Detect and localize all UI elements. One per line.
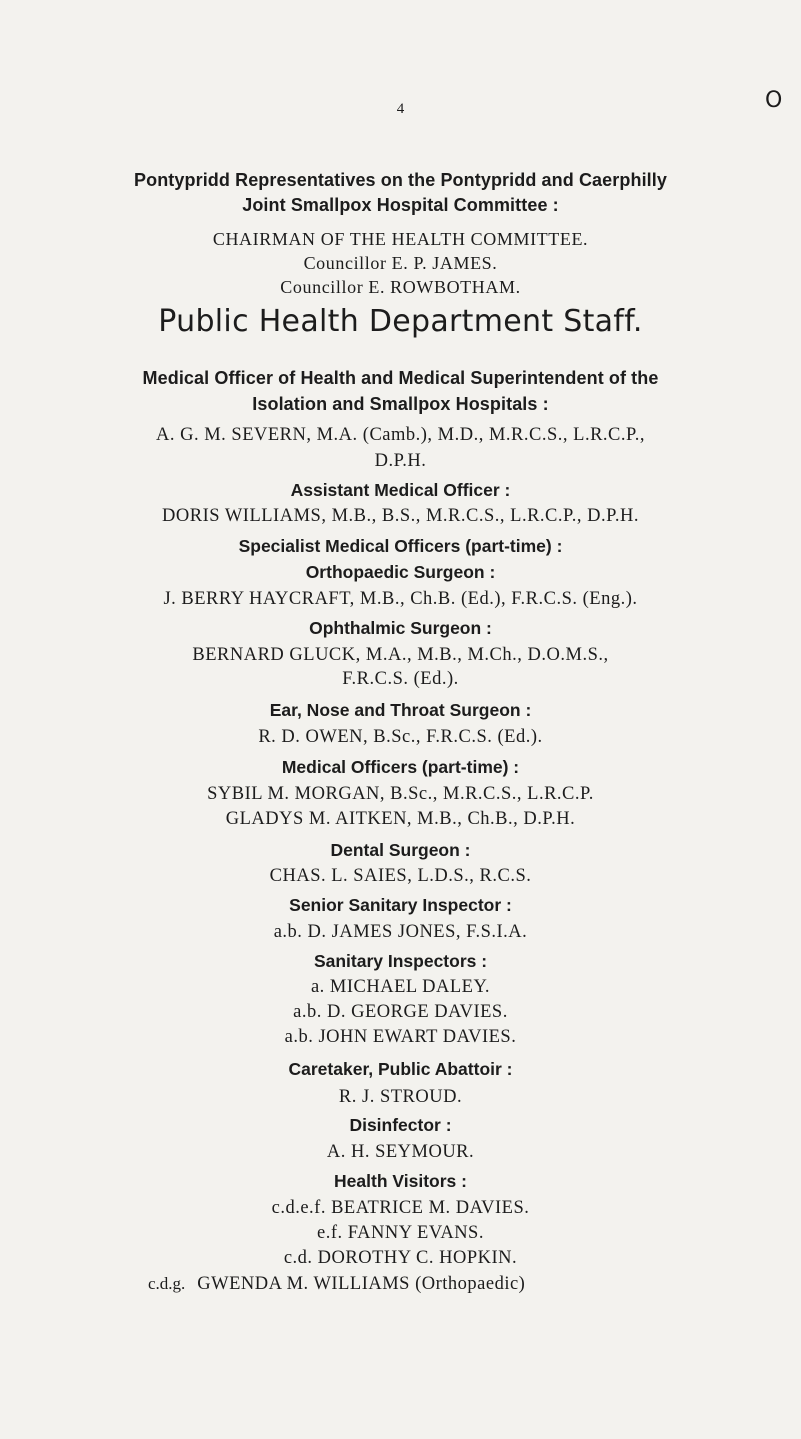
assistant-mo-name: DORIS WILLIAMS, M.B., B.S., M.R.C.S., L.R.C.P., D.P.H. xyxy=(162,506,639,526)
health-visitor-beatrice-davies: c.d.e.f. BEATRICE M. DAVIES. xyxy=(271,1198,530,1218)
sanitary-inspector-daley: a. MICHAEL DALEY. xyxy=(310,977,491,997)
moh-label-line-1: Medical Officer of Health and Medical Superintendent of the xyxy=(142,368,659,388)
moh-label-line-2: Isolation and Smallpox Hospitals : xyxy=(252,394,549,414)
sanitary-inspector-george-davies: a.b. D. GEORGE DAVIES. xyxy=(293,1002,508,1022)
page-number: 4 xyxy=(396,101,405,117)
ophthalmic-label: Ophthalmic Surgeon : xyxy=(309,618,492,638)
specialist-mo-label: Specialist Medical Officers (part-time) : xyxy=(238,536,563,556)
caretaker-name: R. J. STROUD. xyxy=(338,1087,463,1107)
dental-surgeon-name: CHAS. L. SAIES, L.D.S., R.C.S. xyxy=(269,866,532,886)
senior-sanitary-inspector-label: Senior Sanitary Inspector : xyxy=(289,895,512,915)
health-visitors-label: Health Visitors : xyxy=(334,1171,467,1191)
medical-officers-label: Medical Officers (part-time) : xyxy=(281,757,520,777)
title-line-1: Pontypridd Representatives on the Pontypridd and Caerphilly xyxy=(134,170,667,190)
medical-officer-aitken: GLADYS M. AITKEN, M.B., Ch.B., D.P.H. xyxy=(225,809,576,829)
councillor-rowbotham: Councillor E. ROWBOTHAM. xyxy=(280,277,521,297)
medical-officer-morgan: SYBIL M. MORGAN, B.Sc., M.R.C.S., L.R.C.P. xyxy=(207,784,594,804)
department-title: Public Health Department Staff. xyxy=(158,304,643,339)
chairman-heading: CHAIRMAN OF THE HEALTH COMMITTEE. xyxy=(212,229,589,249)
senior-sanitary-inspector-name: a.b. D. JAMES JONES, F.S.I.A. xyxy=(273,922,528,942)
health-visitor-prefix: c.d.g. xyxy=(148,1274,186,1293)
ophthalmic-name-line-2: F.R.C.S. (Ed.). xyxy=(342,669,459,689)
ophthalmic-name-line-1: BERNARD GLUCK, M.A., M.B., M.Ch., D.O.M.S., xyxy=(192,645,609,665)
dental-surgeon-label: Dental Surgeon : xyxy=(330,840,471,860)
corner-mark: O xyxy=(765,88,783,113)
moh-name-line-2: D.P.H. xyxy=(374,451,427,471)
health-visitor-dorothy-hopkin: c.d. DOROTHY C. HOPKIN. xyxy=(283,1248,518,1268)
title-line-2: Joint Smallpox Hospital Committee : xyxy=(242,195,559,215)
ent-label: Ear, Nose and Throat Surgeon : xyxy=(269,700,532,720)
health-visitor-name: GWENDA M. WILLIAMS (Orthopaedic) xyxy=(197,1274,526,1294)
orthopaedic-label: Orthopaedic Surgeon : xyxy=(305,562,496,582)
sanitary-inspector-john-davies: a.b. JOHN EWART DAVIES. xyxy=(284,1027,517,1047)
disinfector-label: Disinfector : xyxy=(349,1115,452,1135)
sanitary-inspectors-label: Sanitary Inspectors : xyxy=(313,951,488,971)
ent-name: R. D. OWEN, B.Sc., F.R.C.S. (Ed.). xyxy=(258,727,543,747)
moh-name-line-1: A. G. M. SEVERN, M.A. (Camb.), M.D., M.R.C.S., L.R.C.P., xyxy=(155,425,645,445)
orthopaedic-name: J. BERRY HAYCRAFT, M.B., Ch.B. (Ed.), F.R.C.S. (Eng.). xyxy=(163,589,638,609)
disinfector-name: A. H. SEYMOUR. xyxy=(326,1142,475,1162)
caretaker-label: Caretaker, Public Abattoir : xyxy=(288,1059,513,1079)
assistant-mo-label: Assistant Medical Officer : xyxy=(290,480,511,500)
councillor-james: Councillor E. P. JAMES. xyxy=(303,253,498,273)
health-visitor-fanny-evans: e.f. FANNY EVANS. xyxy=(317,1223,484,1243)
health-visitor-gwenda-williams xyxy=(148,1274,525,1295)
